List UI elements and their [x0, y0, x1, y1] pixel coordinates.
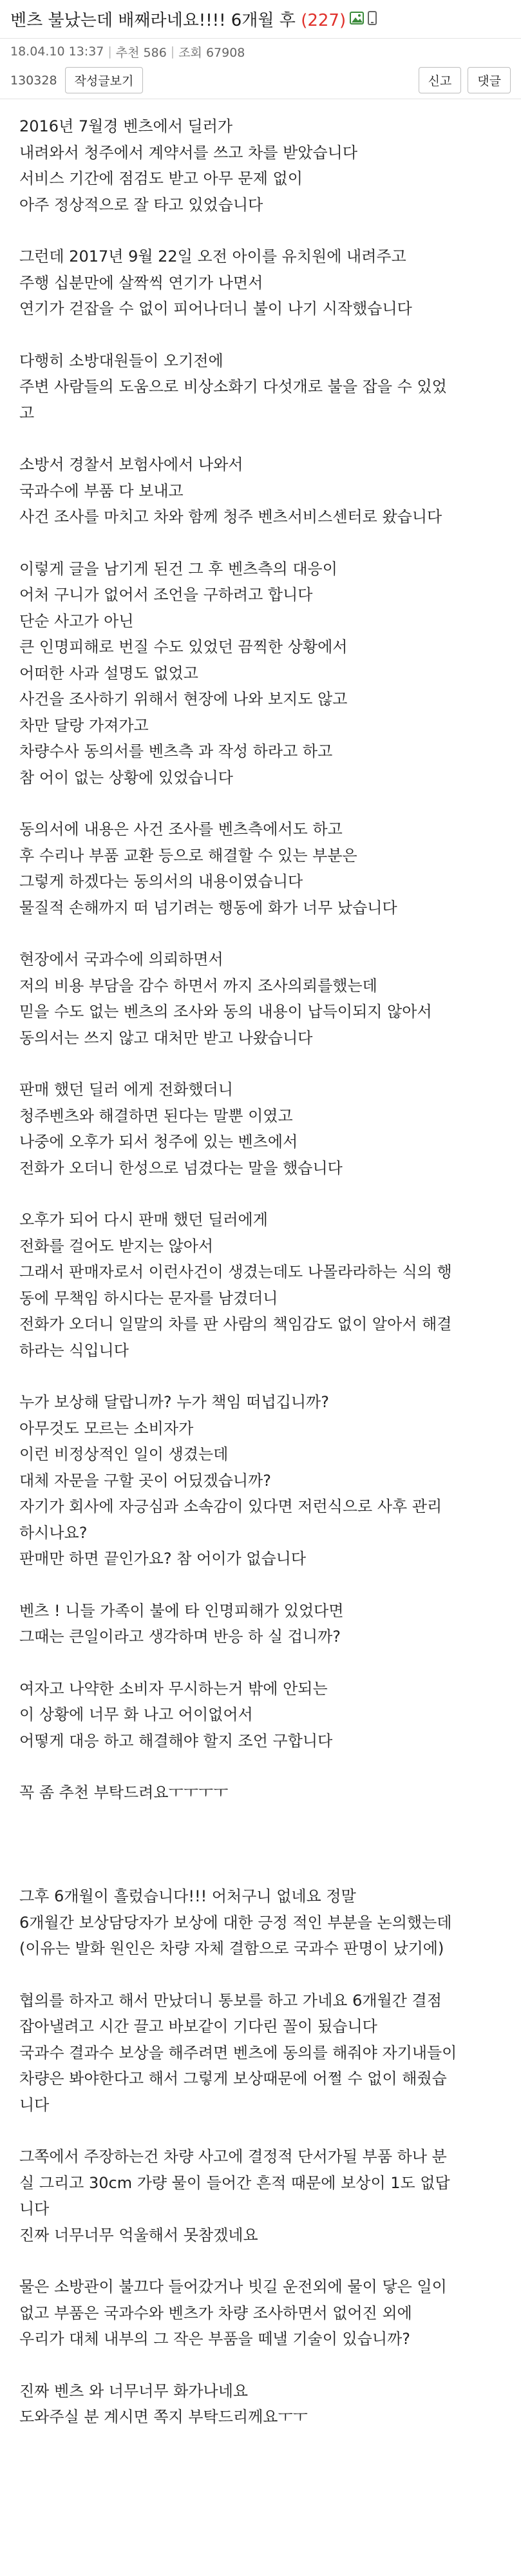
- comment-count[interactable]: (227): [301, 11, 346, 30]
- mobile-icon: [368, 11, 377, 28]
- body-line: 6개월간 보상담당자가 보상에 대한 긍정 적인 부분을 논의했는데: [19, 1913, 452, 1932]
- body-line: 판매만 하면 끝인가요? 참 어이가 없습니다: [19, 1550, 307, 1568]
- paragraph: [19, 947, 502, 1051]
- body-line: 소방서 경찰서 보험사에서 나와서: [19, 456, 243, 474]
- body-line: 나중에 오후가 되서 청주에 있는 벤츠에서: [19, 1133, 298, 1151]
- author-posts-button[interactable]: 작성글보기: [65, 67, 144, 93]
- body-line: 동의서에 내용은 사건 조사를 벤츠측에서도 하고: [19, 820, 343, 838]
- body-line: 믿을 수도 없는 벤츠의 조사와 동의 내용이 납득이되지 않아서: [19, 1003, 432, 1021]
- body-line: 오후가 되어 다시 판매 했던 딜러에게: [19, 1211, 268, 1229]
- paragraph: [19, 2274, 502, 2352]
- body-line: 실 그리고 30cm 가량 물이 들어간 흔적 때문에 보상이 1도 없답: [19, 2173, 450, 2192]
- body-line: 어처 구니가 없어서 조언을 구하려고 합니다: [19, 586, 313, 604]
- body-line: 전화를 걸어도 받지는 않아서: [19, 1236, 214, 1255]
- body-line: 니다: [19, 2200, 50, 2218]
- body-line: 청주벤츠와 해결하면 된다는 말뿐 이였고: [19, 1106, 293, 1125]
- body-line: 하라는 식입니다: [19, 1341, 129, 1360]
- post-date: 18.04.10: [10, 44, 65, 59]
- body-line: 니다: [19, 2095, 50, 2114]
- paragraph: [19, 816, 502, 921]
- body-line: 하시나요?: [19, 1523, 88, 1542]
- body-line: 판매 했던 딜러 에게 전화했더니: [19, 1081, 233, 1099]
- post-header: [0, 0, 521, 39]
- paragraph: [19, 113, 502, 218]
- body-line: 다행히 소방대원들이 오기전에: [19, 351, 223, 370]
- body-line: 동의서는 쓰지 않고 대처만 받고 나왔습니다: [19, 1028, 313, 1047]
- body-line: 대체 자문을 구할 곳이 어딨겠습니까?: [19, 1471, 272, 1490]
- comment-button[interactable]: 댓글: [468, 67, 511, 93]
- body-line: 주변 사람들의 도움으로 비상소화기 다섯개로 불을 잡을 수 있었: [19, 378, 447, 396]
- paragraph: [19, 1598, 502, 1650]
- body-line: 누가 보상해 달랍니까? 누가 책임 떠넙깁니까?: [19, 1393, 329, 1411]
- body-line: 현장에서 국과수에 의뢰하면서: [19, 950, 223, 968]
- body-line: 내려와서 청주에서 계약서를 쓰고 차를 받았습니다: [19, 143, 358, 162]
- body-line: 차량수사 동의서를 벤츠측 과 작성 하라고 하고: [19, 742, 333, 760]
- body-line: 큰 인명피해로 번질 수도 있었던 끔찍한 상황에서: [19, 638, 348, 656]
- body-line: 참 어이 없는 상황에 있었습니다: [19, 768, 233, 787]
- body-line: 이런 비정상적인 일이 생겼는데: [19, 1445, 229, 1463]
- body-line: 그후 6개월이 흘렀습니다!!! 어처구니 없네요 정말: [19, 1887, 356, 1905]
- body-line: 물은 소방관이 불끄다 들어갔거나 빗길 운전외에 물이 닿은 일이: [19, 2278, 447, 2296]
- body-line: 여자고 나약한 소비자 무시하는거 밖에 안되는: [19, 1679, 328, 1698]
- body-line: 그쪽에서 주장하는건 차량 사고에 결정적 단서가될 부품 하나 분: [19, 2148, 447, 2166]
- body-line: 진짜 벤츠 와 너무너무 화가나네요: [19, 2381, 249, 2400]
- body-line: 사건을 조사하기 위해서 현장에 나와 보지도 않고: [19, 690, 348, 708]
- body-line: 주행 십분만에 살짝씩 연기가 나면서: [19, 273, 263, 292]
- post-title: [10, 7, 346, 31]
- body-line: 물질적 손해까지 떠 넘기려는 행동에 화가 너무 났습니다: [19, 898, 397, 917]
- body-line: (이유는 발화 원인은 차량 자체 결함으로 국과수 판명이 났기에): [19, 1939, 444, 1957]
- body-line: 벤츠 ! 니들 가족이 불에 타 인명피해가 있었다면: [19, 1601, 344, 1620]
- paragraph: [19, 1389, 502, 1572]
- body-line: 전화가 오더니 한성으로 넘겼다는 말을 했습니다: [19, 1158, 343, 1177]
- body-line: 전화가 오더니 일말의 차를 판 사람의 책임감도 없이 알아서 해결: [19, 1315, 452, 1333]
- body-line: 잡아낼려고 시간 끌고 바보같이 기다린 꼴이 됬습니다: [19, 2017, 377, 2035]
- divider: |: [108, 44, 112, 59]
- body-line: 사건 조사를 마치고 차와 함께 청주 벤츠서비스센터로 왔습니다: [19, 508, 442, 526]
- body-line: 협의를 하자고 해서 만났더니 통보를 하고 가네요 6개월간 결점: [19, 1991, 442, 2010]
- paragraph: [19, 1883, 502, 1962]
- paragraph: [19, 1676, 502, 1754]
- body-line: 저의 비용 부담을 감수 하면서 까지 조사의뢰를했는데: [19, 976, 377, 995]
- body-line: 차만 달랑 가져가고: [19, 716, 149, 735]
- body-line: 국과수 결과수 보상을 해주려면 벤츠에 동의를 해줘야 자기내들이: [19, 2043, 457, 2062]
- body-line: 차량은 봐야한다고 해서 그렇게 보상때문에 어쩔 수 없이 해줬습: [19, 2070, 447, 2088]
- paragraph: [19, 1207, 502, 1363]
- post-title-text: 벤츠 불났는데 배째라네요!!!! 6개월 후: [10, 11, 296, 30]
- post-body: [0, 99, 521, 2430]
- body-line: 이 상황에 너무 화 나고 어이없어서: [19, 1706, 253, 1724]
- body-line: 단순 사고가 아닌: [19, 611, 134, 630]
- paragraph: [19, 1077, 502, 1181]
- paragraph: [19, 1832, 502, 1858]
- body-line: 어떠한 사과 설명도 없었고: [19, 664, 198, 682]
- paragraph: [19, 2144, 502, 2248]
- body-line: 이렇게 글을 남기게 된건 그 후 벤츠측의 대응이: [19, 559, 337, 578]
- body-line: 2016년 7월경 벤츠에서 딜러가: [19, 117, 233, 135]
- view-count: 조회 67908: [178, 45, 245, 60]
- paragraph: [19, 348, 502, 427]
- body-line: 서비스 기간에 점검도 받고 아무 문제 없이: [19, 169, 303, 187]
- body-line: 고: [19, 403, 35, 422]
- body-line: 꼭 좀 추천 부탁드려요ㅜㅜㅜㅜ: [19, 1783, 229, 1802]
- body-line: 아주 정상적으로 잘 타고 있었습니다: [19, 195, 263, 214]
- body-line: 자기가 회사에 자긍심과 소속감이 있다면 저런식으로 사후 관리: [19, 1497, 442, 1515]
- paragraph: [19, 1780, 502, 1806]
- divider: |: [170, 44, 175, 59]
- post-meta: [0, 39, 521, 62]
- paragraph: [19, 452, 502, 530]
- body-line: 어떻게 대응 하고 해결해야 할지 조언 구합니다: [19, 1731, 333, 1750]
- body-line: 그런데 2017년 9월 22일 오전 아이를 유치원에 내려주고: [19, 247, 406, 265]
- body-line: 진짜 너무너무 억울해서 못참겠네요: [19, 2225, 258, 2244]
- paragraph: [19, 244, 502, 322]
- post-number: 130328: [10, 73, 57, 88]
- body-line: 연기가 걷잡을 수 없이 피어나더니 불이 나기 시작했습니다: [19, 300, 412, 318]
- report-button[interactable]: 신고: [419, 67, 462, 93]
- body-line: 국과수에 부품 다 보내고: [19, 481, 184, 500]
- body-line: 도와주실 분 계시면 쪽지 부탁드리께요ㅜㅜ: [19, 2408, 308, 2426]
- image-attachment-icon: [350, 12, 364, 27]
- body-line: 그때는 큰일이라고 생각하며 반응 하 실 겁니까?: [19, 1628, 341, 1646]
- recommend-count: 추천 586: [115, 45, 167, 60]
- paragraph: [19, 2378, 502, 2430]
- paragraph: [19, 556, 502, 791]
- body-line: 그래서 판매자로서 이런사건이 생겼는데도 나몰라라하는 식의 행: [19, 1263, 452, 1281]
- body-line: 없고 부품은 국과수와 벤츠가 차량 조사하면서 없어진 외에: [19, 2303, 412, 2322]
- body-line: 아무것도 모르는 소비자가: [19, 1419, 194, 1437]
- body-line: 동에 무책임 하시다는 문자를 남겼더니: [19, 1289, 278, 1307]
- body-line: 우리가 대체 내부의 그 작은 부품을 떼낼 기술이 있습니까?: [19, 2330, 410, 2348]
- body-line: 후 수리나 부품 교환 등으로 해결할 수 있는 부분은: [19, 846, 357, 865]
- paragraph: [19, 1988, 502, 2119]
- post-actions: [0, 62, 521, 99]
- body-line: 그렇게 하겠다는 동의서의 내용이였습니다: [19, 872, 303, 890]
- post-time: 13:37: [68, 44, 104, 59]
